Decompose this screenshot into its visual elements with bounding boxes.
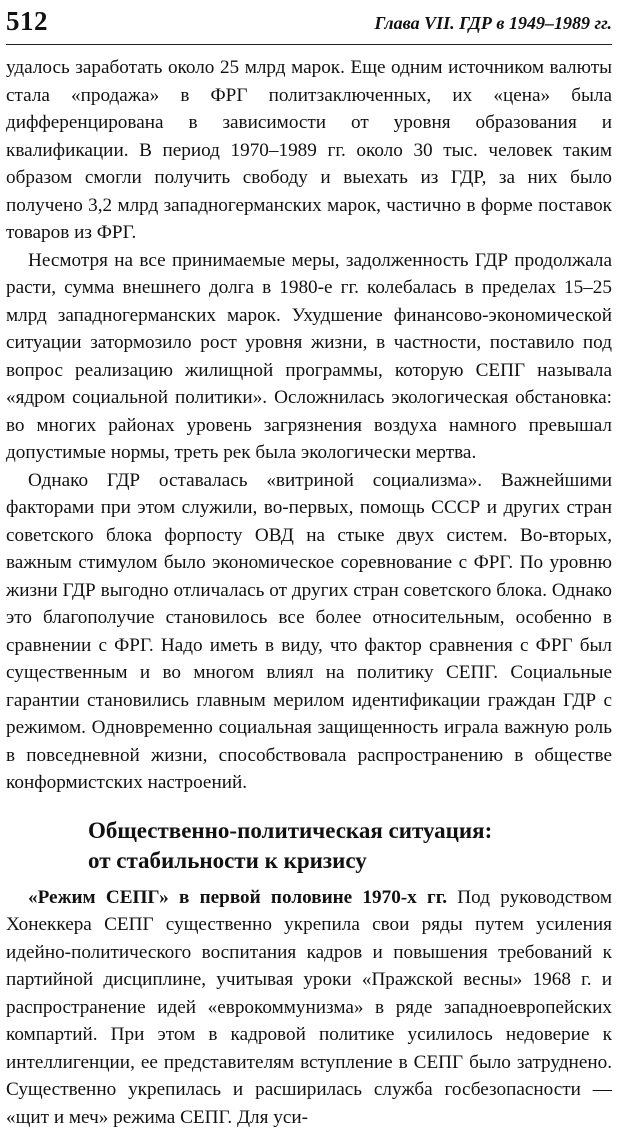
run-in-heading: «Режим СЕПГ» в первой половине 1970-х гг. (28, 887, 447, 908)
section-paragraph (6, 884, 612, 1131)
section-heading-line: от стабильности к кризису (88, 846, 612, 876)
section-heading (88, 816, 612, 876)
running-head: Глава VII. ГДР в 1949–1989 гг. (375, 13, 613, 34)
section-heading-line: Общественно-политическая ситуация: (88, 816, 612, 846)
paragraph: Несмотря на все принимаемые меры, задолженность ГДР продолжала расти, сумма внешнего долга в 1980-е гг. колебалась в пределах 15–25 млрд западногерманских марок. Ухудшение финансово-экономической ситуации затормозило рост уровня жизни, в частности, поставило под вопрос реализацию жилищной программы, которую СЕПГ называла «ядром социальной политики». Осложнилась экологическая обстановка: во многих районах уровень загрязнения воздуха намного превышал допустимые нормы, треть рек была экологически мертва. (6, 247, 612, 467)
paragraph-continued: удалось заработать около 25 млрд марок. Еще одним источником валюты стала «продажа» в ФРГ политзаключенных, их «цена» была дифференцирована в зависимости от уровня образования и квалификации. В период 1970–1989 гг. около 30 тыс. человек таким образом смогли получить свободу и выехать из ГДР, за них было получено 3,2 млрд западногерманских марок, частично в форме поставок товаров из ФРГ. (6, 54, 612, 247)
page-header (6, 0, 612, 45)
page-number: 512 (6, 6, 48, 37)
section-paragraph-text: Под руководством Хонеккера СЕПГ существенно укрепила свои ряды путем усиления идейно-политического воспитания кадров и повышения требований к партийной дисциплине, учитывая уроки «Пражской весны» 1968 г. и распространение идей «еврокоммунизма» в ряде западноевропейских компартий. При этом в кадровой политике усилилось недоверие к интеллигенции, ее представителям вступление в СЕПГ было затруднено. Существенно укрепилась и расширилась служба госбезопасности — «щит и меч» режима СЕПГ. Для уси- (6, 887, 612, 1128)
page-body (6, 54, 612, 1131)
paragraph: Однако ГДР оставалась «витриной социализма». Важнейшими факторами при этом служили, во-первых, помощь СССР и других стран советского блока форпосту ОВД на стыке двух систем. Во-вторых, важным стимулом было экономическое соревнование с ФРГ. По уровню жизни ГДР выгодно отличалась от других стран советского блока. Однако это благополучие становилось все более относительным, особенно в сравнении с ФРГ. Надо иметь в виду, что фактор сравнения с ФРГ был существенным и во многом влиял на политику СЕПГ. Социальные гарантии становились главным мерилом идентификации граждан ГДР с режимом. Одновременно социальная защищенность играла важную роль в повседневной жизни, способствовала распространению в обществе конформистских настроений. (6, 467, 612, 797)
